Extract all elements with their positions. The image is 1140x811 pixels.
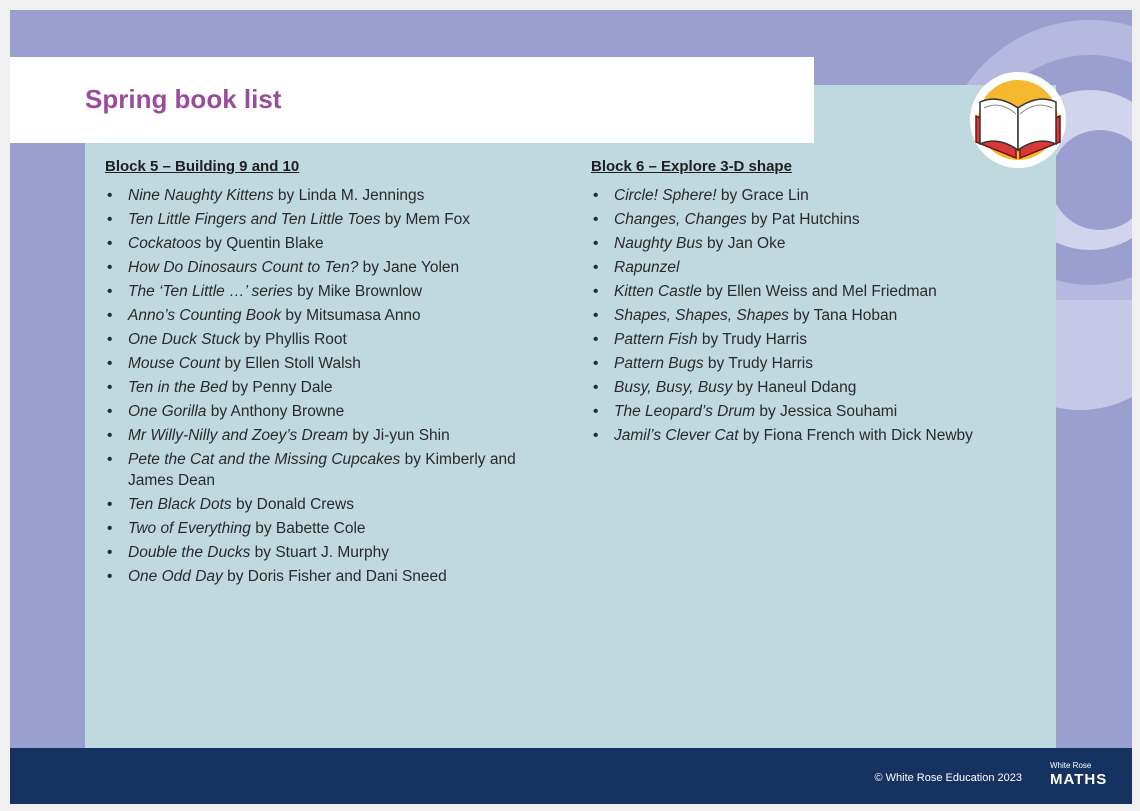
book-author: by Mike Brownlow: [292, 283, 423, 300]
block-5-heading: Block 5 – Building 9 and 10: [105, 158, 300, 175]
book-title: Rapunzel: [614, 259, 680, 276]
book-author: by Ji-yun Shin: [348, 427, 450, 444]
book-list-item: [105, 566, 545, 587]
block-6-column: [591, 158, 1011, 449]
book-list-item: [105, 329, 545, 350]
book-author: by Donald Crews: [231, 496, 354, 513]
book-title: Anno’s Counting Book: [128, 307, 282, 324]
book-author: by Quentin Blake: [201, 235, 324, 252]
book-list-item: [105, 281, 545, 302]
book-author: by Pat Hutchins: [746, 211, 860, 228]
book-title: Pattern Bugs: [614, 355, 704, 372]
book-list-item: [591, 305, 1011, 326]
book-title: Ten Little Fingers and Ten Little Toes: [128, 211, 381, 228]
book-title: Double the Ducks: [128, 544, 251, 561]
book-author: by Fiona French with Dick Newby: [738, 427, 973, 444]
book-title: Two of Everything: [128, 520, 251, 537]
book-list-item: [105, 377, 545, 398]
book-list-item: [105, 305, 545, 326]
title-box: [10, 57, 814, 143]
book-author: by Ellen Stoll Walsh: [220, 355, 361, 372]
block-5-column: [105, 158, 545, 590]
book-title: Ten in the Bed: [128, 379, 228, 396]
book-author: by Jan Oke: [702, 235, 786, 252]
book-author: by Ellen Weiss and Mel Friedman: [701, 283, 937, 300]
white-rose-maths-logo: [1050, 761, 1120, 789]
book-list-item: [591, 209, 1011, 230]
book-author: by Tana Hoban: [788, 307, 898, 324]
book-author: by Penny Dale: [227, 379, 333, 396]
footer: [10, 748, 1132, 804]
book-title: Mr Willy-Nilly and Zoey’s Dream: [128, 427, 349, 444]
book-title: Changes, Changes: [614, 211, 747, 228]
book-title: One Duck Stuck: [128, 331, 240, 348]
book-list-item: [105, 542, 545, 563]
book-title: The Leopard’s Drum: [614, 403, 756, 420]
book-title: Cockatoos: [128, 235, 202, 252]
book-list-item: [105, 233, 545, 254]
book-list-item: [105, 449, 545, 491]
book-author: by Trudy Harris: [697, 331, 807, 348]
book-title: Busy, Busy, Busy: [614, 379, 733, 396]
book-list-item: [591, 401, 1011, 422]
book-list-item: [591, 185, 1011, 206]
book-list-item: [105, 257, 545, 278]
book-author: by Kimberly and James Dean: [128, 451, 516, 489]
book-title: Naughty Bus: [614, 235, 703, 252]
book-list-item: [591, 233, 1011, 254]
book-list-item: [591, 281, 1011, 302]
book-list-item: [591, 329, 1011, 350]
book-list-item: [591, 257, 1011, 278]
book-title: One Gorilla: [128, 403, 207, 420]
book-author: by Stuart J. Murphy: [250, 544, 390, 561]
book-list-item: [591, 353, 1011, 374]
book-author: by Linda M. Jennings: [273, 187, 425, 204]
book-title: Pete the Cat and the Missing Cupcakes: [128, 451, 401, 468]
copyright-text: © White Rose Education 2023: [874, 772, 1022, 784]
book-author: by Anthony Browne: [206, 403, 345, 420]
book-author: by Grace Lin: [716, 187, 809, 204]
page-title: Spring book list: [85, 84, 282, 114]
block-6-heading: Block 6 – Explore 3-D shape: [591, 158, 792, 175]
book-author: by Babette Cole: [250, 520, 366, 537]
book-title: Ten Black Dots: [128, 496, 232, 513]
book-list-item: [105, 518, 545, 539]
book-author: by Doris Fisher and Dani Sneed: [222, 568, 447, 585]
book-author: by Phyllis Root: [240, 331, 347, 348]
book-title: Nine Naughty Kittens: [128, 187, 274, 204]
book-title: How Do Dinosaurs Count to Ten?: [128, 259, 359, 276]
book-title: One Odd Day: [128, 568, 223, 585]
block-6-book-list: [591, 185, 1011, 446]
book-list-item: [105, 209, 545, 230]
book-title: Circle! Sphere!: [614, 187, 717, 204]
page: [10, 10, 1132, 804]
logo-small-text: White Rose: [1050, 761, 1092, 770]
book-list-item: [105, 425, 545, 446]
book-author: by Jessica Souhami: [755, 403, 898, 420]
logo-big-text: MATHS: [1050, 771, 1108, 788]
book-title: Kitten Castle: [614, 283, 702, 300]
book-title: Jamil’s Clever Cat: [614, 427, 739, 444]
book-author: by Trudy Harris: [703, 355, 813, 372]
book-list-item: [591, 377, 1011, 398]
book-list-item: [105, 185, 545, 206]
book-author: by Mitsumasa Anno: [281, 307, 421, 324]
book-title: Shapes, Shapes, Shapes: [614, 307, 789, 324]
book-title: The ‘Ten Little …’ series: [128, 283, 293, 300]
book-author: by Haneul Ddang: [732, 379, 857, 396]
book-title: Mouse Count: [128, 355, 221, 372]
book-list-item: [105, 353, 545, 374]
block-5-book-list: [105, 185, 545, 587]
book-list-item: [105, 401, 545, 422]
book-author: by Jane Yolen: [358, 259, 460, 276]
book-list-item: [591, 425, 1011, 446]
book-author: by Mem Fox: [380, 211, 471, 228]
book-title: Pattern Fish: [614, 331, 698, 348]
book-list-item: [105, 494, 545, 515]
open-book-icon: [970, 72, 1066, 168]
